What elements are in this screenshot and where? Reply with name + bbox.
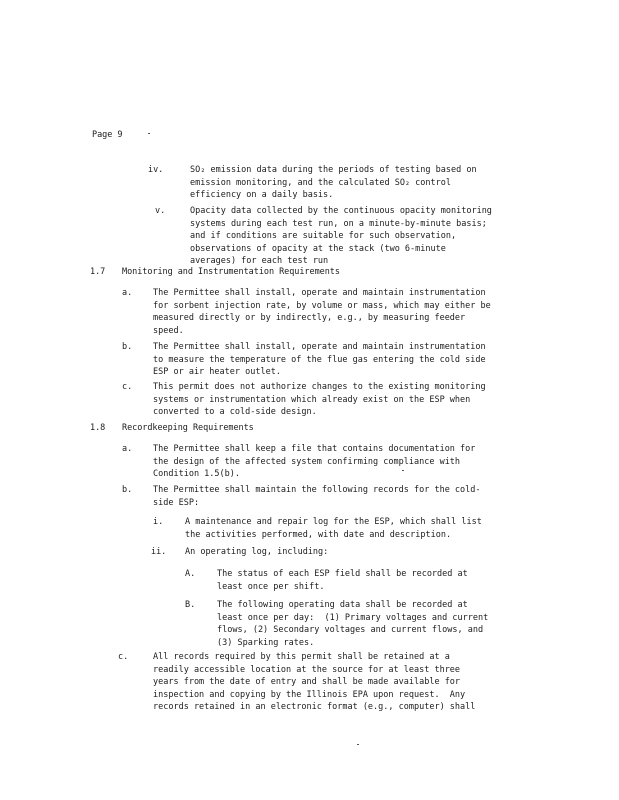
item-text: This permit does not authorize changes to the existing monitoring systems or instrumentation which already exist on the ESP when converted to a cold-side design.: [153, 382, 486, 417]
item-text: Opacity data collected by the continuous opacity monitoring systems during each test run, on a minute-by-minute basis; and if conditions are suitable for such observation, observations of opacity at the stack (two 6-minute averages) for each test run: [190, 206, 492, 266]
item-text: The Permittee shall maintain the following records for the cold- side ESP:: [153, 485, 481, 508]
scan-speck: [402, 470, 404, 471]
item-marker: i.: [153, 517, 164, 527]
item-marker: iv.: [148, 165, 164, 175]
item-text: SO₂ emission data during the periods of testing based on emission monitoring, and the calculated SO₂ control efficiency on a daily basis.: [190, 165, 477, 200]
item-marker: b.: [122, 342, 133, 352]
item-marker: a.: [122, 288, 133, 298]
item-text: The Permittee shall install, operate and maintain instrumentation for sorbent injection rate, by volume or mass, which may either be measured directly or by indirectly, e.g., by measuring feeder speed.: [153, 288, 491, 336]
scan-speck: [357, 744, 359, 745]
scan-speck: [148, 133, 150, 134]
item-text: An operating log, including:: [185, 547, 329, 557]
section-heading: Recordkeeping Requirements: [122, 423, 254, 433]
section-heading: Monitoring and Instrumentation Requirements: [122, 267, 340, 277]
item-marker: c.: [122, 382, 133, 392]
item-marker: B.: [185, 600, 196, 610]
item-text: A maintenance and repair log for the ESP, which shall list the activities performed, with date and description.: [185, 517, 482, 540]
item-marker: ii.: [151, 547, 167, 557]
section-number: 1.7: [90, 267, 106, 277]
item-marker: a.: [122, 444, 133, 454]
item-text: The Permittee shall install, operate and maintain instrumentation to measure the temperature of the flue gas entering the cold side ESP or air heater outlet.: [153, 342, 486, 377]
item-text: The status of each ESP field shall be recorded at least once per shift.: [217, 569, 468, 592]
page-label: Page 9: [92, 130, 123, 140]
section-number: 1.8: [90, 423, 106, 433]
item-text: All records required by this permit shall be retained at a readily accessible location at the source for at least three years from the date of entry and shall be made available for inspection and copying by the Illinois EPA upon request. Any records retained in an electronic format (e.g., computer) shall: [153, 652, 476, 712]
item-marker: A.: [185, 569, 196, 579]
item-marker: v.: [155, 206, 166, 216]
item-text: The Permittee shall keep a file that contains documentation for the design of the affected system confirming compliance with Condition 1.5(b).: [153, 444, 476, 479]
item-marker: b.: [122, 485, 133, 495]
item-marker: c.: [118, 652, 129, 662]
item-text: The following operating data shall be recorded at least once per day: (1) Primary voltages and current flows, (2) Secondary voltages and current flows, and (3) Sparking rates.: [217, 600, 489, 648]
